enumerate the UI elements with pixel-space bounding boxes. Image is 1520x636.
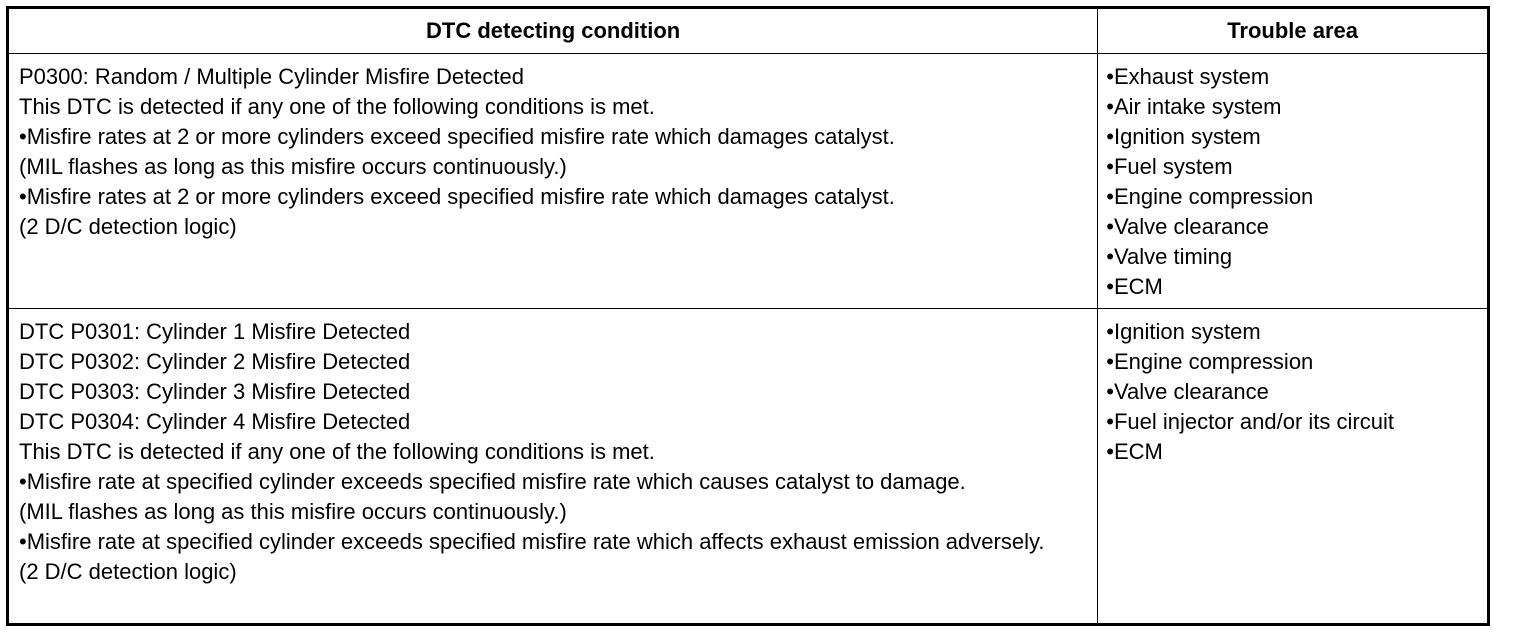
trouble-area-item: •ECM <box>1106 439 1163 464</box>
condition-line: •Misfire rates at 2 or more cylinders exceed specified misfire rate which damages catalyst. <box>19 184 895 209</box>
dtc-table <box>6 6 1490 626</box>
trouble-area-item: •Ignition system <box>1106 319 1261 344</box>
trouble-area-cell <box>1098 309 1489 625</box>
trouble-area-item: •Fuel system <box>1106 154 1233 179</box>
trouble-area-item: •Valve clearance <box>1106 379 1269 404</box>
condition-line: This DTC is detected if any one of the following conditions is met. <box>19 94 655 119</box>
trouble-area-list <box>1106 309 1477 467</box>
condition-line: DTC P0302: Cylinder 2 Misfire Detected <box>19 349 411 374</box>
trouble-area-item: •Ignition system <box>1106 124 1261 149</box>
trouble-area-item: •Fuel injector and/or its circuit <box>1106 409 1394 434</box>
trouble-area-item: •Engine compression <box>1106 184 1314 209</box>
condition-line: (MIL flashes as long as this misfire occurs continuously.) <box>19 499 567 524</box>
condition-line: •Misfire rates at 2 or more cylinders exceed specified misfire rate which damages catalyst. <box>19 124 895 149</box>
trouble-area-list <box>1106 54 1477 302</box>
condition-line: •Misfire rate at specified cylinder exceeds specified misfire rate which affects exhaust emission adversely. <box>19 529 1045 554</box>
condition-text <box>19 54 1087 242</box>
condition-line: (2 D/C detection logic) <box>19 214 237 239</box>
table-row <box>8 309 1489 625</box>
condition-line: DTC P0304: Cylinder 4 Misfire Detected <box>19 409 411 434</box>
table-row <box>8 54 1489 309</box>
condition-line: DTC P0301: Cylinder 1 Misfire Detected <box>19 319 411 344</box>
trouble-area-item: •Valve timing <box>1106 244 1233 269</box>
condition-line: (MIL flashes as long as this misfire occurs continuously.) <box>19 154 567 179</box>
trouble-area-item: •Air intake system <box>1106 94 1282 119</box>
condition-line: DTC P0303: Cylinder 3 Misfire Detected <box>19 379 411 404</box>
condition-line: •Misfire rate at specified cylinder exceeds specified misfire rate which causes catalyst to damage. <box>19 469 966 494</box>
trouble-area-item: •Valve clearance <box>1106 214 1269 239</box>
condition-cell <box>8 309 1098 625</box>
header-dtc-detecting-condition: DTC detecting condition <box>8 8 1098 54</box>
trouble-area-cell <box>1098 54 1489 309</box>
condition-line: (2 D/C detection logic) <box>19 559 237 584</box>
trouble-area-item: •ECM <box>1106 274 1163 299</box>
trouble-area-item: •Exhaust system <box>1106 64 1270 89</box>
trouble-area-item: •Engine compression <box>1106 349 1314 374</box>
condition-text <box>19 309 1087 587</box>
condition-line: P0300: Random / Multiple Cylinder Misfire Detected <box>19 64 525 89</box>
condition-line: This DTC is detected if any one of the following conditions is met. <box>19 439 655 464</box>
condition-cell <box>8 54 1098 309</box>
header-trouble-area: Trouble area <box>1098 8 1489 54</box>
header-row <box>8 8 1489 54</box>
